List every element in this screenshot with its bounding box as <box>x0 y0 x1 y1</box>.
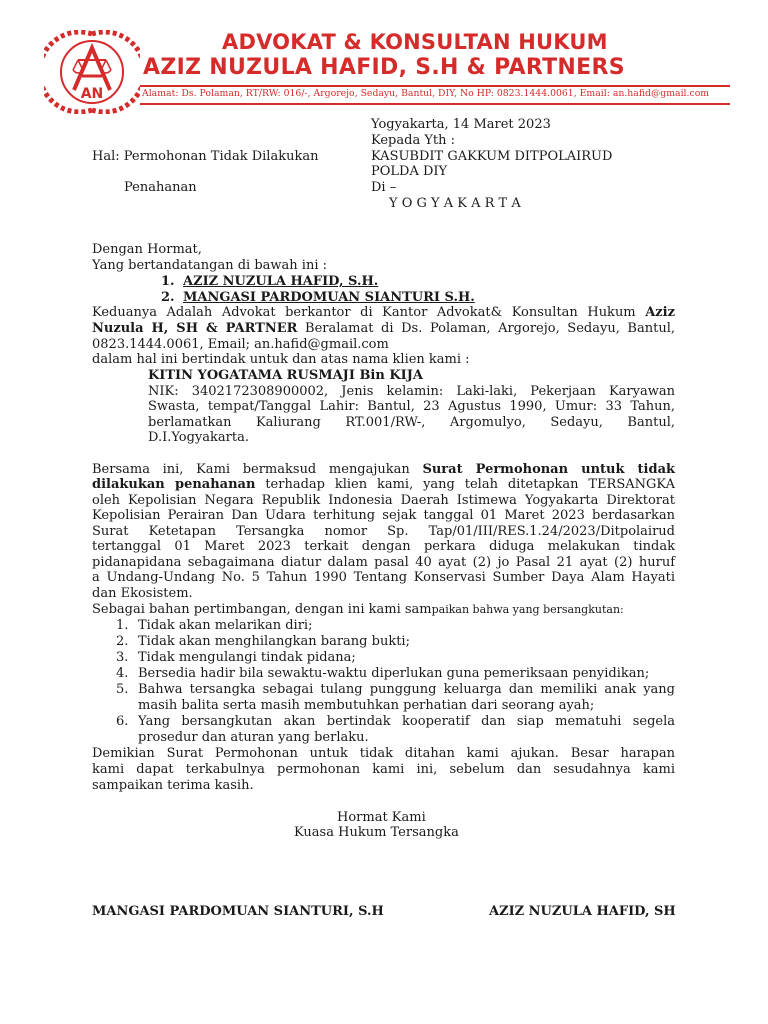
kepada-label: Kepada Yth : <box>371 133 456 148</box>
signatory-number-1: 1. <box>161 274 175 289</box>
place-date: Yogyakarta, 14 Maret 2023 <box>371 117 551 132</box>
office-line2: Nuzula H, SH & PARTNER Beralamat di Ds. Polaman, Argorejo, Sedayu, Bantul, <box>92 321 675 336</box>
point-6-continued: prosedur dan aturan yang berlaku. <box>138 730 369 745</box>
point-number-3: 3. <box>116 650 129 665</box>
signatory-role: Kuasa Hukum Tersangka <box>294 825 459 840</box>
signer-right: AZIZ NUZULA HAFID, SH <box>489 904 676 919</box>
para1-line9: dan Ekosistem. <box>92 586 193 601</box>
office-line3: 0823.1444.0061, Email; an.hafid@gmail.com <box>92 337 389 352</box>
recipient-line1: KASUBDIT GAKKUM DITPOLAIRUD <box>371 149 613 164</box>
firm-title-line2: AZIZ NUZULA HAFID, S.H & PARTNERS <box>143 55 625 80</box>
signatory-1: AZIZ NUZULA HAFID, S.H. <box>183 274 379 289</box>
point-2: Tidak akan menghilangkan barang bukti; <box>138 634 410 649</box>
closing-line3: sampaikan terima kasih. <box>92 778 254 793</box>
subject-line2: Penahanan <box>124 180 197 195</box>
header-rule-top <box>140 85 730 87</box>
header-rule-bottom <box>140 103 730 105</box>
point-5: Bahwa tersangka sebagai tulang punggung keluarga dan memiliki anak yang <box>138 682 675 697</box>
point-number-5: 5. <box>116 682 129 697</box>
logo-letters: AN <box>80 86 104 102</box>
para1-line7: pidanapidana sebagaimana diatur dalam pasal 40 ayat (2) jo Pasal 21 ayat (2) huruf <box>92 555 675 570</box>
point-3: Tidak mengulangi tindak pidana; <box>138 650 356 665</box>
recipient-line2: POLDA DIY <box>371 164 448 179</box>
para1-line4: Kepolisian Perairan Dan Udara terhitung sejak tanggal 01 Maret 2023 berdasarkan <box>92 508 675 523</box>
signer-left: MANGASI PARDOMUAN SIANTURI, S.H <box>92 904 384 919</box>
di-label: Di – <box>371 180 397 195</box>
para1-line1: Bersama ini, Kami bermaksud mengajukan Surat Permohonan untuk tidak <box>92 462 675 477</box>
point-6: Yang bersangkutan akan bertindak kooperatif dan siap mematuhi segela <box>138 714 675 729</box>
para1-line5: Surat Ketetapan Tersangka nomor Sp. Tap/01/III/RES.1.24/2023/Ditpolairud <box>92 524 675 539</box>
client-line1: NIK: 3402172308900002, Jenis kelamin: Laki-laki, Pekerjaan Karyawan <box>148 384 675 399</box>
firm-address: Alamat: Ds. Polaman, RT/RW: 016/-, Argorejo, Sedayu, Bantul, DIY, No HP: 0823.1444.0061, Email: an.hafid@gmail.com <box>142 88 710 99</box>
behalf-text: dalam hal ini bertindak untuk dan atas nama klien kami : <box>92 352 470 367</box>
signatory-2: MANGASI PARDOMUAN SIANTURI S.H. <box>183 290 475 305</box>
para1-line2: dilakukan penahanan terhadap klien kami, yang telah ditetapkan TERSANGKA <box>92 477 675 492</box>
subject-line1: Hal: Permohonan Tidak Dilakukan <box>92 149 319 164</box>
salutation: Dengan Hormat, <box>92 242 202 257</box>
firm-logo-icon <box>44 30 140 114</box>
point-number-2: 2. <box>116 634 129 649</box>
intro-text: Yang bertandatangan di bawah ini : <box>92 258 327 273</box>
para1-line6: tertanggal 01 Maret 2023 terkait dengan perkara diduga melakukan tindak <box>92 539 675 554</box>
signatory-number-2: 2. <box>161 290 175 305</box>
point-4: Bersedia hadir bila sewaktu-waktu diperlukan guna pemeriksaan penyidikan; <box>138 666 650 681</box>
firm-title-line1: ADVOKAT & KONSULTAN HUKUM <box>222 30 608 54</box>
consideration-intro: Sebagai bahan pertimbangan, dengan ini kami sampaikan bahwa yang bersangkutan: <box>92 602 624 617</box>
point-number-6: 6. <box>116 714 129 729</box>
point-5-continued: masih balita serta masih membutuhkan perhatian dari seorang ayah; <box>138 698 595 713</box>
client-name: KITIN YOGATAMA RUSMAJI Bin KIJA <box>148 368 423 383</box>
closing-line2: kami dapat terkabulnya permohonan kami ini, sebelum dan sesudahnya kami <box>92 762 675 777</box>
point-1: Tidak akan melarikan diri; <box>138 618 313 633</box>
point-number-1: 1. <box>116 618 129 633</box>
regards: Hormat Kami <box>337 810 426 825</box>
point-number-4: 4. <box>116 666 129 681</box>
recipient-city: Y O G Y A K A R T A <box>389 196 521 211</box>
closing-line1: Demikian Surat Permohonan untuk tidak ditahan kami ajukan. Besar harapan <box>92 746 675 761</box>
client-line3: berlamatkan Kaliurang RT.001/RW-, Argomulyo, Sedayu, Bantul, <box>148 415 675 430</box>
para1-line8: a Undang-Undang No. 5 Tahun 1990 Tentang Konservasi Sumber Daya Alam Hayati <box>92 570 675 585</box>
client-line2: Swasta, tempat/Tanggal Lahir: Bantul, 23 Agustus 1990, Umur: 33 Tahun, <box>148 399 675 414</box>
office-line1: Keduanya Adalah Advokat berkantor di Kantor Advokat& Konsultan Hukum Aziz <box>92 305 675 320</box>
para1-line3: oleh Kepolisian Negara Republik Indonesia Daerah Istimewa Yogyakarta Direktorat <box>92 493 675 508</box>
client-line4: D.I.Yogyakarta. <box>148 430 250 445</box>
